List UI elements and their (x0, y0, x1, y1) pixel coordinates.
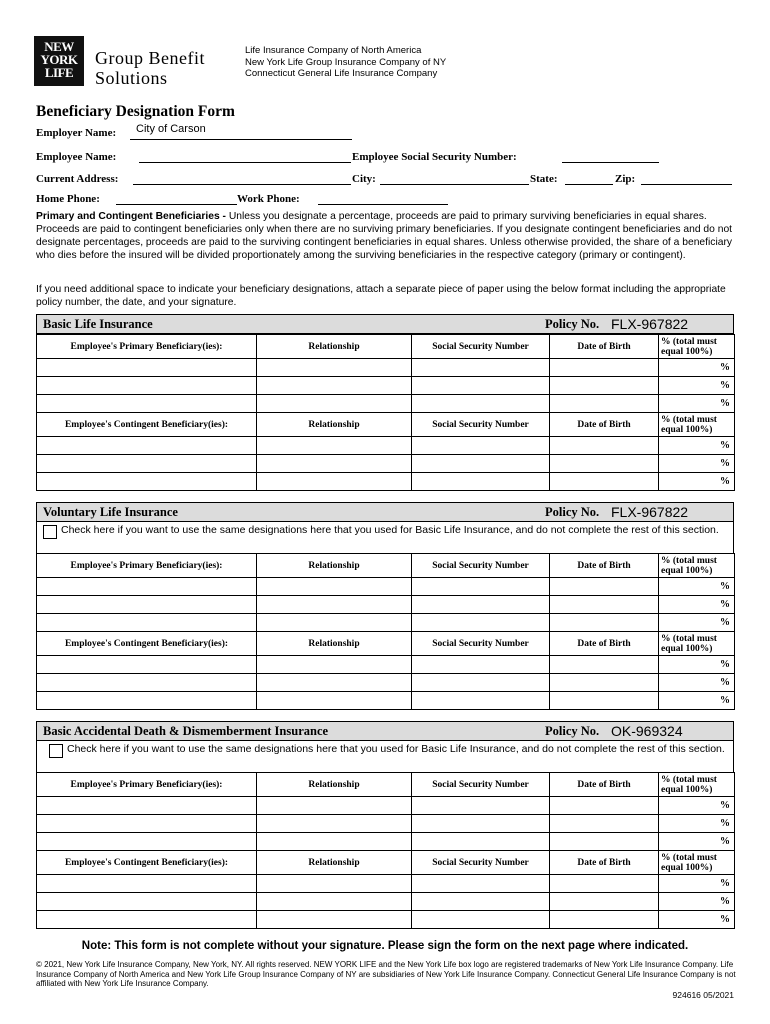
additional-space-note: If you need additional space to indicate your beneficiary designations, attach a separate piece of paper using the below format including the appropriate policy number, the date, and your signature. (36, 284, 726, 308)
table-row (37, 875, 735, 893)
voluntary-same-designation-text: Check here if you want to use the same designations here that you used for Basic Life Insurance, and do not complete the rest of this section. (61, 524, 719, 536)
dob-cell[interactable] (550, 875, 659, 893)
work-phone-field[interactable] (318, 192, 448, 205)
percent-cell[interactable]: % (659, 455, 735, 473)
ssn-cell[interactable] (412, 596, 550, 614)
dob-cell[interactable] (550, 359, 659, 377)
voluntary-same-designation-row (36, 522, 734, 554)
name-cell[interactable] (37, 596, 257, 614)
relationship-cell[interactable] (257, 437, 412, 455)
table-row (37, 395, 735, 413)
basic-life-policy-number: FLX-967822 (611, 316, 689, 332)
table-row (37, 596, 735, 614)
name-cell[interactable] (37, 815, 257, 833)
add-same-designation-row (36, 741, 734, 773)
relationship-header: Relationship (257, 773, 412, 797)
zip-field[interactable] (641, 172, 732, 185)
address-field[interactable] (133, 172, 351, 185)
brand-name (95, 48, 205, 88)
name-cell[interactable] (37, 875, 257, 893)
dob-header: Date of Birth (550, 413, 659, 437)
new-york-life-logo (34, 36, 84, 86)
percent-cell[interactable]: % (659, 893, 735, 911)
table-row (37, 656, 735, 674)
beneficiary-instructions (36, 210, 734, 262)
contingent-beneficiary-header: Employee's Contingent Beneficiary(ies): (37, 632, 257, 656)
relationship-header: Relationship (257, 851, 412, 875)
relationship-cell[interactable] (257, 455, 412, 473)
table-row (37, 833, 735, 851)
dob-cell[interactable] (550, 893, 659, 911)
relationship-cell[interactable] (257, 395, 412, 413)
percent-cell[interactable]: % (659, 656, 735, 674)
employee-name-label: Employee Name: (36, 151, 117, 163)
brand-line: Group Benefit (95, 48, 205, 68)
percent-cell[interactable]: % (659, 437, 735, 455)
name-cell[interactable] (37, 377, 257, 395)
table-row (37, 797, 735, 815)
home-phone-field[interactable] (116, 192, 237, 205)
ssn-cell[interactable] (412, 875, 550, 893)
policy-label: Policy No. (545, 724, 600, 738)
policy-label: Policy No. (545, 505, 600, 519)
logo-line: YORK (40, 52, 78, 67)
ssn-cell[interactable] (412, 893, 550, 911)
city-field[interactable] (380, 172, 529, 185)
state-label: State: (530, 173, 558, 185)
name-cell[interactable] (37, 893, 257, 911)
percent-total-header: % (total must equal 100%) (659, 851, 735, 875)
relationship-cell[interactable] (257, 473, 412, 491)
ssn-cell[interactable] (412, 797, 550, 815)
ssn-cell[interactable] (412, 437, 550, 455)
contingent-beneficiary-header: Employee's Contingent Beneficiary(ies): (37, 413, 257, 437)
relationship-cell[interactable] (257, 578, 412, 596)
table-row (37, 692, 735, 710)
percent-cell[interactable]: % (659, 875, 735, 893)
home-phone-label: Home Phone: (36, 193, 100, 205)
instructions-heading: Primary and Contingent Beneficiaries - (36, 211, 226, 222)
add-table (36, 772, 735, 929)
logo-line: LIFE (44, 65, 74, 80)
relationship-cell[interactable] (257, 875, 412, 893)
dob-cell[interactable] (550, 596, 659, 614)
company-name: Life Insurance Company of North America (245, 45, 422, 56)
percent-total-header: % (total must equal 100%) (659, 632, 735, 656)
percent-cell[interactable]: % (659, 614, 735, 632)
relationship-cell[interactable] (257, 614, 412, 632)
name-cell[interactable] (37, 674, 257, 692)
percent-cell[interactable]: % (659, 797, 735, 815)
add-header (36, 721, 734, 741)
table-row (37, 911, 735, 929)
logo-line: NEW (44, 39, 74, 54)
ssn-cell[interactable] (412, 833, 550, 851)
dob-cell[interactable] (550, 578, 659, 596)
dob-header: Date of Birth (550, 773, 659, 797)
ssn-header: Social Security Number (412, 335, 550, 359)
dob-cell[interactable] (550, 395, 659, 413)
dob-cell[interactable] (550, 674, 659, 692)
name-cell[interactable] (37, 359, 257, 377)
ssn-cell[interactable] (412, 377, 550, 395)
brand-line: Solutions (95, 68, 168, 88)
percent-total-header: % (total must equal 100%) (659, 773, 735, 797)
dob-header: Date of Birth (550, 851, 659, 875)
name-cell[interactable] (37, 578, 257, 596)
add-policy-number: OK-969324 (611, 723, 683, 739)
company-name: Connecticut General Life Insurance Company (245, 68, 438, 79)
ssn-cell[interactable] (412, 815, 550, 833)
ssn-cell[interactable] (412, 656, 550, 674)
name-cell[interactable] (37, 692, 257, 710)
table-row (37, 578, 735, 596)
table-row (37, 614, 735, 632)
dob-header: Date of Birth (550, 335, 659, 359)
dob-cell[interactable] (550, 377, 659, 395)
percent-total-header: % (total must equal 100%) (659, 413, 735, 437)
ssn-cell[interactable] (412, 578, 550, 596)
relationship-cell[interactable] (257, 692, 412, 710)
percent-cell[interactable]: % (659, 833, 735, 851)
ssn-header: Social Security Number (412, 773, 550, 797)
table-row (37, 893, 735, 911)
percent-cell[interactable]: % (659, 395, 735, 413)
percent-cell[interactable]: % (659, 692, 735, 710)
form-number: 924616 05/2021 (672, 990, 734, 1000)
ssn-header: Social Security Number (412, 632, 550, 656)
dob-cell[interactable] (550, 473, 659, 491)
relationship-cell[interactable] (257, 596, 412, 614)
dob-header: Date of Birth (550, 554, 659, 578)
add-same-designation-text: Check here if you want to use the same designations here that you used for Basic Life Insurance, and do not complete the rest of this section. (67, 743, 725, 755)
add-same-designation-checkbox[interactable] (49, 744, 63, 758)
percent-cell[interactable]: % (659, 473, 735, 491)
name-cell[interactable] (37, 656, 257, 674)
relationship-cell[interactable] (257, 893, 412, 911)
voluntary-life-header (36, 502, 734, 522)
name-cell[interactable] (37, 455, 257, 473)
relationship-header: Relationship (257, 335, 412, 359)
table-row (37, 359, 735, 377)
voluntary-life-policy-number: FLX-967822 (611, 504, 689, 520)
primary-beneficiary-header: Employee's Primary Beneficiary(ies): (37, 554, 257, 578)
table-row (37, 674, 735, 692)
work-phone-label: Work Phone: (237, 193, 300, 205)
name-cell[interactable] (37, 797, 257, 815)
table-row (37, 455, 735, 473)
primary-beneficiary-header: Employee's Primary Beneficiary(ies): (37, 335, 257, 359)
name-cell[interactable] (37, 614, 257, 632)
percent-cell[interactable]: % (659, 596, 735, 614)
relationship-cell[interactable] (257, 359, 412, 377)
relationship-cell[interactable] (257, 833, 412, 851)
employee-name-field[interactable] (139, 150, 351, 163)
relationship-cell[interactable] (257, 797, 412, 815)
ssn-header: Social Security Number (412, 554, 550, 578)
dob-cell[interactable] (550, 815, 659, 833)
relationship-header: Relationship (257, 554, 412, 578)
percent-cell[interactable]: % (659, 377, 735, 395)
ssn-header: Social Security Number (412, 413, 550, 437)
voluntary-same-designation-checkbox[interactable] (43, 525, 57, 539)
table-row (37, 437, 735, 455)
ssn-cell[interactable] (412, 455, 550, 473)
percent-cell[interactable]: % (659, 674, 735, 692)
voluntary-life-table (36, 553, 735, 710)
percent-cell[interactable]: % (659, 359, 735, 377)
percent-total-header: % (total must equal 100%) (659, 335, 735, 359)
address-label: Current Address: (36, 173, 119, 185)
name-cell[interactable] (37, 437, 257, 455)
percent-cell[interactable]: % (659, 911, 735, 929)
table-row (37, 377, 735, 395)
dob-cell[interactable] (550, 833, 659, 851)
dob-cell[interactable] (550, 911, 659, 929)
ssn-cell[interactable] (412, 359, 550, 377)
ssn-cell[interactable] (412, 692, 550, 710)
ssn-label: Employee Social Security Number: (352, 151, 517, 163)
basic-life-header (36, 314, 734, 334)
ssn-cell[interactable] (412, 395, 550, 413)
voluntary-life-title: Voluntary Life Insurance (43, 505, 178, 519)
dob-cell[interactable] (550, 656, 659, 674)
city-label: City: (352, 173, 376, 185)
copyright-text: © 2021, New York Life Insurance Company, New York, NY. All rights reserved. NEW YORK LIFE and the New York Life box logo are registered trademarks of New York Life Insurance Company. Life Insurance Company of North America and New York Life Group Insurance Company of NY are subsidiaries of New York Life Insurance Company. Connecticut General Life Insurance Company is not affiliated with New York Life Insurance Company. (36, 960, 736, 988)
name-cell[interactable] (37, 473, 257, 491)
form-title: Beneficiary Designation Form (36, 103, 235, 120)
zip-label: Zip: (615, 173, 636, 185)
ssn-cell[interactable] (412, 473, 550, 491)
ssn-cell[interactable] (412, 674, 550, 692)
dob-cell[interactable] (550, 692, 659, 710)
policy-label: Policy No. (545, 317, 600, 331)
dob-cell[interactable] (550, 614, 659, 632)
name-cell[interactable] (37, 911, 257, 929)
dob-header: Date of Birth (550, 632, 659, 656)
name-cell[interactable] (37, 833, 257, 851)
signature-note: Note: This form is not complete without your signature. Please sign the form on the next page where indicated. (81, 940, 689, 952)
relationship-header: Relationship (257, 632, 412, 656)
relationship-cell[interactable] (257, 674, 412, 692)
name-cell[interactable] (37, 395, 257, 413)
table-row (37, 473, 735, 491)
percent-cell[interactable]: % (659, 578, 735, 596)
basic-life-title: Basic Life Insurance (43, 317, 153, 331)
basic-life-table (36, 334, 735, 491)
primary-beneficiary-header: Employee's Primary Beneficiary(ies): (37, 773, 257, 797)
relationship-header: Relationship (257, 413, 412, 437)
add-title: Basic Accidental Death & Dismemberment Insurance (43, 724, 329, 738)
relationship-cell[interactable] (257, 815, 412, 833)
ssn-field[interactable] (562, 150, 659, 163)
relationship-cell[interactable] (257, 377, 412, 395)
employer-value: City of Carson (136, 123, 206, 135)
ssn-cell[interactable] (412, 911, 550, 929)
contingent-beneficiary-header: Employee's Contingent Beneficiary(ies): (37, 851, 257, 875)
percent-cell[interactable]: % (659, 815, 735, 833)
employer-label: Employer Name: (36, 127, 117, 139)
table-row (37, 815, 735, 833)
instructions-text: Unless you designate a percentage, proceeds are paid to primary surviving beneficiaries in equal shares. Proceeds are paid to contingent beneficiaries only when there are no surviving primary beneficiaries. If you designate contingent beneficiaries and do not designate percentages, proceeds are paid to the surviving contingent beneficiaries in equal shares. Unless otherwise provided, the share of a beneficiary who dies before the insured will be divided proportionately among the surviving beneficiaries in the respective category (primary or contingent). (36, 211, 733, 261)
relationship-cell[interactable] (257, 911, 412, 929)
company-list (245, 45, 446, 80)
ssn-header: Social Security Number (412, 851, 550, 875)
company-name: New York Life Group Insurance Company of NY (245, 56, 447, 68)
state-field[interactable] (565, 172, 613, 185)
ssn-cell[interactable] (412, 614, 550, 632)
dob-cell[interactable] (550, 437, 659, 455)
dob-cell[interactable] (550, 455, 659, 473)
relationship-cell[interactable] (257, 656, 412, 674)
dob-cell[interactable] (550, 797, 659, 815)
percent-total-header: % (total must equal 100%) (659, 554, 735, 578)
